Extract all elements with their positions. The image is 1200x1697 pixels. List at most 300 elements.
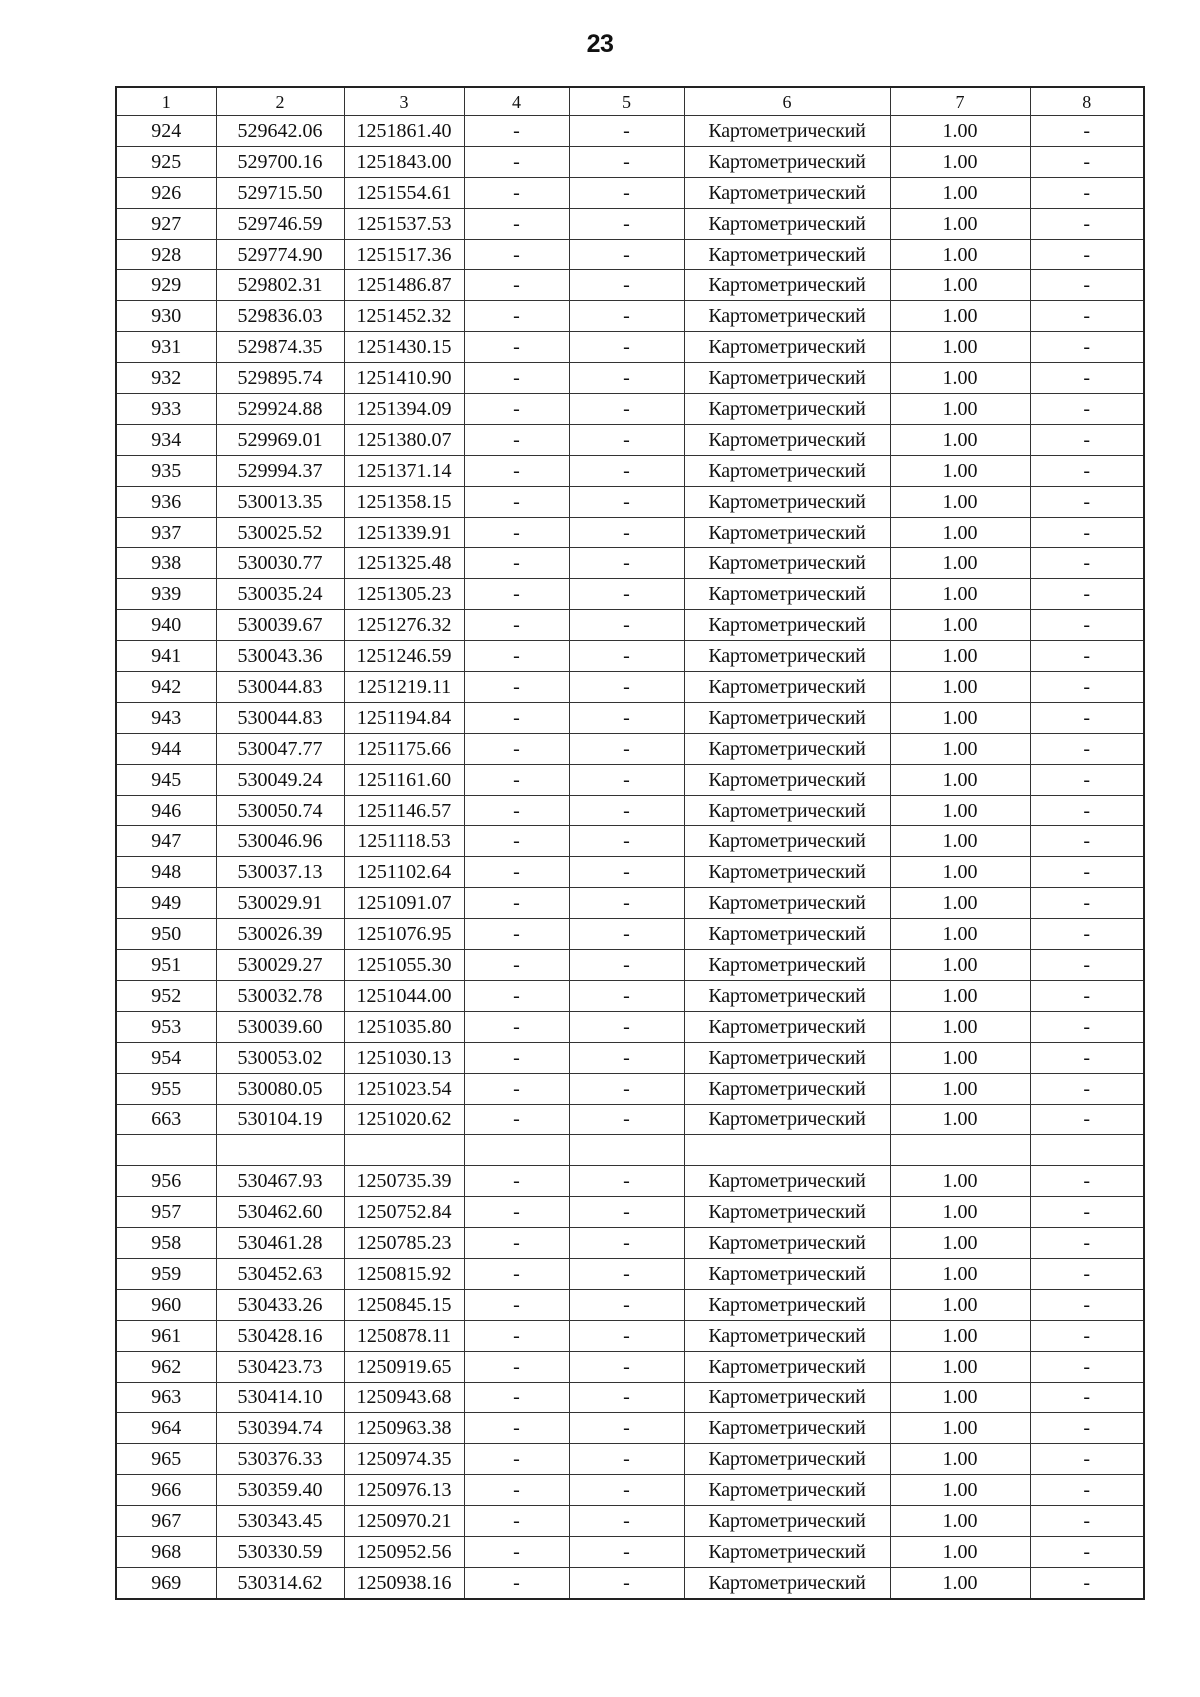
column-4-cell: - [464, 888, 569, 919]
method-cell: Картометрический [684, 424, 890, 455]
method-cell: Картометрический [684, 1289, 890, 1320]
accuracy-cell: 1.00 [890, 486, 1030, 517]
column-4-cell: - [464, 919, 569, 950]
point-number-cell: 930 [116, 301, 216, 332]
column-5-cell: - [569, 610, 684, 641]
method-cell: Картометрический [684, 1011, 890, 1042]
column-5-cell: - [569, 980, 684, 1011]
x-coordinate-cell: 530452.63 [216, 1258, 344, 1289]
column-header: 8 [1030, 87, 1144, 116]
y-coordinate-cell: 1250815.92 [344, 1258, 464, 1289]
method-cell [684, 1135, 890, 1166]
table-row [116, 548, 1144, 579]
x-coordinate-cell: 530039.60 [216, 1011, 344, 1042]
column-4-cell: - [464, 641, 569, 672]
method-cell: Картометрический [684, 579, 890, 610]
column-5-cell: - [569, 363, 684, 394]
method-cell: Картометрический [684, 1197, 890, 1228]
point-number-cell: 960 [116, 1289, 216, 1320]
x-coordinate-cell: 530394.74 [216, 1413, 344, 1444]
point-number-cell: 926 [116, 177, 216, 208]
x-coordinate-cell: 529746.59 [216, 208, 344, 239]
method-cell: Картометрический [684, 641, 890, 672]
point-number-cell: 925 [116, 146, 216, 177]
point-number-cell: 663 [116, 1104, 216, 1135]
y-coordinate-cell: 1250752.84 [344, 1197, 464, 1228]
x-coordinate-cell: 530423.73 [216, 1351, 344, 1382]
x-coordinate-cell: 529836.03 [216, 301, 344, 332]
column-4-cell: - [464, 702, 569, 733]
coordinates-table [115, 86, 1145, 1600]
x-coordinate-cell: 530030.77 [216, 548, 344, 579]
column-8-cell: - [1030, 888, 1144, 919]
method-cell: Картометрический [684, 1073, 890, 1104]
column-8-cell: - [1030, 1289, 1144, 1320]
column-5-cell: - [569, 641, 684, 672]
column-4-cell: - [464, 764, 569, 795]
column-8-cell: - [1030, 980, 1144, 1011]
column-5-cell: - [569, 486, 684, 517]
method-cell: Картометрический [684, 826, 890, 857]
column-4-cell: - [464, 1536, 569, 1567]
accuracy-cell: 1.00 [890, 702, 1030, 733]
column-8-cell: - [1030, 1228, 1144, 1259]
point-number-cell: 968 [116, 1536, 216, 1567]
x-coordinate-cell: 530461.28 [216, 1228, 344, 1259]
y-coordinate-cell: 1251246.59 [344, 641, 464, 672]
y-coordinate-cell: 1251023.54 [344, 1073, 464, 1104]
column-8-cell: - [1030, 950, 1144, 981]
x-coordinate-cell: 530026.39 [216, 919, 344, 950]
column-8-cell: - [1030, 1104, 1144, 1135]
y-coordinate-cell: 1251358.15 [344, 486, 464, 517]
column-5-cell: - [569, 1197, 684, 1228]
accuracy-cell: 1.00 [890, 1413, 1030, 1444]
column-4-cell: - [464, 1506, 569, 1537]
accuracy-cell: 1.00 [890, 1073, 1030, 1104]
point-number-cell: 937 [116, 517, 216, 548]
column-5-cell: - [569, 1289, 684, 1320]
y-coordinate-cell: 1250970.21 [344, 1506, 464, 1537]
y-coordinate-cell: 1250938.16 [344, 1567, 464, 1598]
x-coordinate-cell: 529969.01 [216, 424, 344, 455]
column-5-cell: - [569, 919, 684, 950]
column-8-cell: - [1030, 579, 1144, 610]
column-8-cell: - [1030, 672, 1144, 703]
y-coordinate-cell: 1251055.30 [344, 950, 464, 981]
column-8-cell: - [1030, 1444, 1144, 1475]
x-coordinate-cell: 529802.31 [216, 270, 344, 301]
column-4-cell: - [464, 1166, 569, 1197]
point-number-cell: 945 [116, 764, 216, 795]
table-row [116, 270, 1144, 301]
x-coordinate-cell: 530044.83 [216, 672, 344, 703]
table-row [116, 733, 1144, 764]
method-cell: Картометрический [684, 1567, 890, 1598]
x-coordinate-cell: 530433.26 [216, 1289, 344, 1320]
column-8-cell: - [1030, 548, 1144, 579]
column-8-cell: - [1030, 1166, 1144, 1197]
column-5-cell: - [569, 764, 684, 795]
column-5-cell: - [569, 1413, 684, 1444]
accuracy-cell: 1.00 [890, 1011, 1030, 1042]
table-row [116, 1289, 1144, 1320]
accuracy-cell: 1.00 [890, 1320, 1030, 1351]
accuracy-cell: 1.00 [890, 795, 1030, 826]
column-8-cell: - [1030, 919, 1144, 950]
column-8-cell: - [1030, 1011, 1144, 1042]
y-coordinate-cell: 1251430.15 [344, 332, 464, 363]
y-coordinate-cell: 1251035.80 [344, 1011, 464, 1042]
method-cell: Картометрический [684, 301, 890, 332]
column-8-cell: - [1030, 486, 1144, 517]
table-row [116, 1228, 1144, 1259]
method-cell: Картометрический [684, 1506, 890, 1537]
x-coordinate-cell: 529994.37 [216, 455, 344, 486]
method-cell: Картометрический [684, 919, 890, 950]
column-5-cell: - [569, 733, 684, 764]
method-cell: Картометрический [684, 1228, 890, 1259]
column-4-cell: - [464, 239, 569, 270]
accuracy-cell: 1.00 [890, 1289, 1030, 1320]
column-4-cell: - [464, 1444, 569, 1475]
table-row [116, 116, 1144, 147]
point-number-cell: 959 [116, 1258, 216, 1289]
method-cell: Картометрический [684, 702, 890, 733]
column-4-cell: - [464, 486, 569, 517]
point-number-cell: 934 [116, 424, 216, 455]
column-8-cell: - [1030, 424, 1144, 455]
column-8-cell: - [1030, 1197, 1144, 1228]
point-number-cell: 935 [116, 455, 216, 486]
column-5-cell: - [569, 1506, 684, 1537]
method-cell: Картометрический [684, 857, 890, 888]
column-4-cell: - [464, 1042, 569, 1073]
column-4-cell: - [464, 733, 569, 764]
table-row [116, 641, 1144, 672]
table-row [116, 764, 1144, 795]
table-row [116, 672, 1144, 703]
x-coordinate-cell: 530467.93 [216, 1166, 344, 1197]
method-cell: Картометрический [684, 795, 890, 826]
x-coordinate-cell: 530043.36 [216, 641, 344, 672]
column-8-cell: - [1030, 1042, 1144, 1073]
column-8-cell: - [1030, 455, 1144, 486]
column-4-cell: - [464, 1073, 569, 1104]
column-4-cell: - [464, 579, 569, 610]
column-5-cell: - [569, 548, 684, 579]
table-row [116, 301, 1144, 332]
column-4-cell: - [464, 857, 569, 888]
x-coordinate-cell: 529895.74 [216, 363, 344, 394]
column-4-cell: - [464, 950, 569, 981]
x-coordinate-cell: 530080.05 [216, 1073, 344, 1104]
column-8-cell: - [1030, 1382, 1144, 1413]
column-4-cell: - [464, 795, 569, 826]
point-number-cell: 954 [116, 1042, 216, 1073]
column-4-cell: - [464, 363, 569, 394]
x-coordinate-cell: 530035.24 [216, 579, 344, 610]
point-number-cell [116, 1135, 216, 1166]
column-8-cell: - [1030, 517, 1144, 548]
x-coordinate-cell: 530039.67 [216, 610, 344, 641]
y-coordinate-cell: 1250963.38 [344, 1413, 464, 1444]
column-4-cell: - [464, 455, 569, 486]
method-cell: Картометрический [684, 1351, 890, 1382]
point-number-cell: 963 [116, 1382, 216, 1413]
accuracy-cell: 1.00 [890, 517, 1030, 548]
column-5-cell: - [569, 888, 684, 919]
x-coordinate-cell [216, 1135, 344, 1166]
column-5-cell: - [569, 517, 684, 548]
column-4-cell: - [464, 517, 569, 548]
table-row [116, 332, 1144, 363]
method-cell: Картометрический [684, 1536, 890, 1567]
method-cell: Картометрический [684, 764, 890, 795]
point-number-cell: 941 [116, 641, 216, 672]
y-coordinate-cell: 1251102.64 [344, 857, 464, 888]
y-coordinate-cell: 1251276.32 [344, 610, 464, 641]
accuracy-cell: 1.00 [890, 1567, 1030, 1598]
x-coordinate-cell: 530050.74 [216, 795, 344, 826]
column-8-cell: - [1030, 1320, 1144, 1351]
accuracy-cell: 1.00 [890, 146, 1030, 177]
column-4-cell: - [464, 548, 569, 579]
table-row [116, 1413, 1144, 1444]
column-5-cell: - [569, 424, 684, 455]
column-4-cell: - [464, 1104, 569, 1135]
column-5-cell: - [569, 270, 684, 301]
method-cell: Картометрический [684, 455, 890, 486]
accuracy-cell: 1.00 [890, 1506, 1030, 1537]
column-5-cell: - [569, 1011, 684, 1042]
x-coordinate-cell: 530359.40 [216, 1475, 344, 1506]
accuracy-cell: 1.00 [890, 1104, 1030, 1135]
table-row [116, 919, 1144, 950]
point-number-cell: 949 [116, 888, 216, 919]
accuracy-cell: 1.00 [890, 764, 1030, 795]
y-coordinate-cell: 1251325.48 [344, 548, 464, 579]
table-row [116, 1567, 1144, 1598]
column-4-cell: - [464, 1320, 569, 1351]
x-coordinate-cell: 529642.06 [216, 116, 344, 147]
column-8-cell [1030, 1135, 1144, 1166]
x-coordinate-cell: 530314.62 [216, 1567, 344, 1598]
y-coordinate-cell [344, 1135, 464, 1166]
table-row [116, 1104, 1144, 1135]
column-4-cell [464, 1135, 569, 1166]
accuracy-cell: 1.00 [890, 1197, 1030, 1228]
y-coordinate-cell: 1251394.09 [344, 394, 464, 425]
x-coordinate-cell: 530104.19 [216, 1104, 344, 1135]
column-5-cell: - [569, 1166, 684, 1197]
table-row [116, 455, 1144, 486]
table-row [116, 1506, 1144, 1537]
method-cell: Картометрический [684, 548, 890, 579]
y-coordinate-cell: 1250943.68 [344, 1382, 464, 1413]
point-number-cell: 956 [116, 1166, 216, 1197]
column-4-cell: - [464, 1228, 569, 1259]
x-coordinate-cell: 529700.16 [216, 146, 344, 177]
y-coordinate-cell: 1251554.61 [344, 177, 464, 208]
method-cell: Картометрический [684, 239, 890, 270]
x-coordinate-cell: 530046.96 [216, 826, 344, 857]
table-row [116, 1320, 1144, 1351]
x-coordinate-cell: 530029.27 [216, 950, 344, 981]
x-coordinate-cell: 530047.77 [216, 733, 344, 764]
y-coordinate-cell: 1250735.39 [344, 1166, 464, 1197]
table-row [116, 1258, 1144, 1289]
method-cell: Картометрический [684, 1166, 890, 1197]
method-cell: Картометрический [684, 270, 890, 301]
column-header: 1 [116, 87, 216, 116]
column-header: 4 [464, 87, 569, 116]
method-cell: Картометрический [684, 517, 890, 548]
column-8-cell: - [1030, 270, 1144, 301]
accuracy-cell: 1.00 [890, 1351, 1030, 1382]
x-coordinate-cell: 530029.91 [216, 888, 344, 919]
point-number-cell: 962 [116, 1351, 216, 1382]
column-8-cell: - [1030, 1536, 1144, 1567]
y-coordinate-cell: 1250785.23 [344, 1228, 464, 1259]
x-coordinate-cell: 530044.83 [216, 702, 344, 733]
column-4-cell: - [464, 826, 569, 857]
accuracy-cell: 1.00 [890, 1166, 1030, 1197]
column-header: 2 [216, 87, 344, 116]
column-4-cell: - [464, 672, 569, 703]
y-coordinate-cell: 1251118.53 [344, 826, 464, 857]
point-number-cell: 957 [116, 1197, 216, 1228]
accuracy-cell: 1.00 [890, 857, 1030, 888]
column-4-cell: - [464, 177, 569, 208]
method-cell: Картометрический [684, 1320, 890, 1351]
column-8-cell: - [1030, 363, 1144, 394]
x-coordinate-cell: 530049.24 [216, 764, 344, 795]
column-5-cell: - [569, 1042, 684, 1073]
column-5-cell: - [569, 394, 684, 425]
accuracy-cell: 1.00 [890, 980, 1030, 1011]
column-4-cell: - [464, 1011, 569, 1042]
point-number-cell: 938 [116, 548, 216, 579]
y-coordinate-cell: 1251380.07 [344, 424, 464, 455]
table-body [116, 87, 1144, 1599]
method-cell: Картометрический [684, 980, 890, 1011]
column-5-cell: - [569, 208, 684, 239]
column-8-cell: - [1030, 641, 1144, 672]
table-row [116, 486, 1144, 517]
point-number-cell: 964 [116, 1413, 216, 1444]
column-4-cell: - [464, 1197, 569, 1228]
accuracy-cell: 1.00 [890, 455, 1030, 486]
column-header: 6 [684, 87, 890, 116]
accuracy-cell: 1.00 [890, 177, 1030, 208]
point-number-cell: 958 [116, 1228, 216, 1259]
column-5-cell: - [569, 1320, 684, 1351]
table-row [116, 177, 1144, 208]
column-8-cell: - [1030, 1567, 1144, 1598]
column-4-cell: - [464, 1382, 569, 1413]
column-8-cell: - [1030, 764, 1144, 795]
y-coordinate-cell: 1251091.07 [344, 888, 464, 919]
method-cell: Картометрический [684, 672, 890, 703]
column-4-cell: - [464, 1351, 569, 1382]
column-5-cell: - [569, 1351, 684, 1382]
table-row [116, 950, 1144, 981]
point-number-cell: 928 [116, 239, 216, 270]
method-cell: Картометрический [684, 116, 890, 147]
y-coordinate-cell: 1251076.95 [344, 919, 464, 950]
table-row [116, 888, 1144, 919]
method-cell: Картометрический [684, 610, 890, 641]
accuracy-cell: 1.00 [890, 610, 1030, 641]
accuracy-cell: 1.00 [890, 733, 1030, 764]
column-8-cell: - [1030, 394, 1144, 425]
x-coordinate-cell: 530462.60 [216, 1197, 344, 1228]
accuracy-cell: 1.00 [890, 950, 1030, 981]
table-row [116, 610, 1144, 641]
point-number-cell: 965 [116, 1444, 216, 1475]
accuracy-cell: 1.00 [890, 672, 1030, 703]
accuracy-cell: 1.00 [890, 1536, 1030, 1567]
method-cell: Картометрический [684, 1475, 890, 1506]
column-4-cell: - [464, 208, 569, 239]
column-5-cell: - [569, 1444, 684, 1475]
x-coordinate-cell: 529874.35 [216, 332, 344, 363]
point-number-cell: 955 [116, 1073, 216, 1104]
method-cell: Картометрический [684, 950, 890, 981]
accuracy-cell: 1.00 [890, 208, 1030, 239]
y-coordinate-cell: 1251161.60 [344, 764, 464, 795]
x-coordinate-cell: 529924.88 [216, 394, 344, 425]
table-row [116, 980, 1144, 1011]
column-5-cell: - [569, 1475, 684, 1506]
table-row [116, 1444, 1144, 1475]
table-row [116, 1475, 1144, 1506]
accuracy-cell: 1.00 [890, 641, 1030, 672]
point-number-cell: 933 [116, 394, 216, 425]
table-row [116, 1351, 1144, 1382]
accuracy-cell: 1.00 [890, 301, 1030, 332]
column-5-cell: - [569, 239, 684, 270]
point-number-cell: 942 [116, 672, 216, 703]
accuracy-cell: 1.00 [890, 1475, 1030, 1506]
method-cell: Картометрический [684, 146, 890, 177]
table-row [116, 517, 1144, 548]
point-number-cell: 931 [116, 332, 216, 363]
column-header: 5 [569, 87, 684, 116]
y-coordinate-cell: 1251339.91 [344, 517, 464, 548]
table-row [116, 363, 1144, 394]
point-number-cell: 947 [116, 826, 216, 857]
y-coordinate-cell: 1250845.15 [344, 1289, 464, 1320]
y-coordinate-cell: 1251020.62 [344, 1104, 464, 1135]
method-cell: Картометрический [684, 733, 890, 764]
column-5-cell: - [569, 1382, 684, 1413]
point-number-cell: 924 [116, 116, 216, 147]
y-coordinate-cell: 1251194.84 [344, 702, 464, 733]
table-row [116, 1073, 1144, 1104]
column-8-cell: - [1030, 1506, 1144, 1537]
method-cell: Картометрический [684, 1258, 890, 1289]
accuracy-cell: 1.00 [890, 888, 1030, 919]
y-coordinate-cell: 1251044.00 [344, 980, 464, 1011]
table-row [116, 1135, 1144, 1166]
column-8-cell: - [1030, 239, 1144, 270]
y-coordinate-cell: 1251219.11 [344, 672, 464, 703]
method-cell: Картометрический [684, 1444, 890, 1475]
column-4-cell: - [464, 301, 569, 332]
x-coordinate-cell: 530330.59 [216, 1536, 344, 1567]
